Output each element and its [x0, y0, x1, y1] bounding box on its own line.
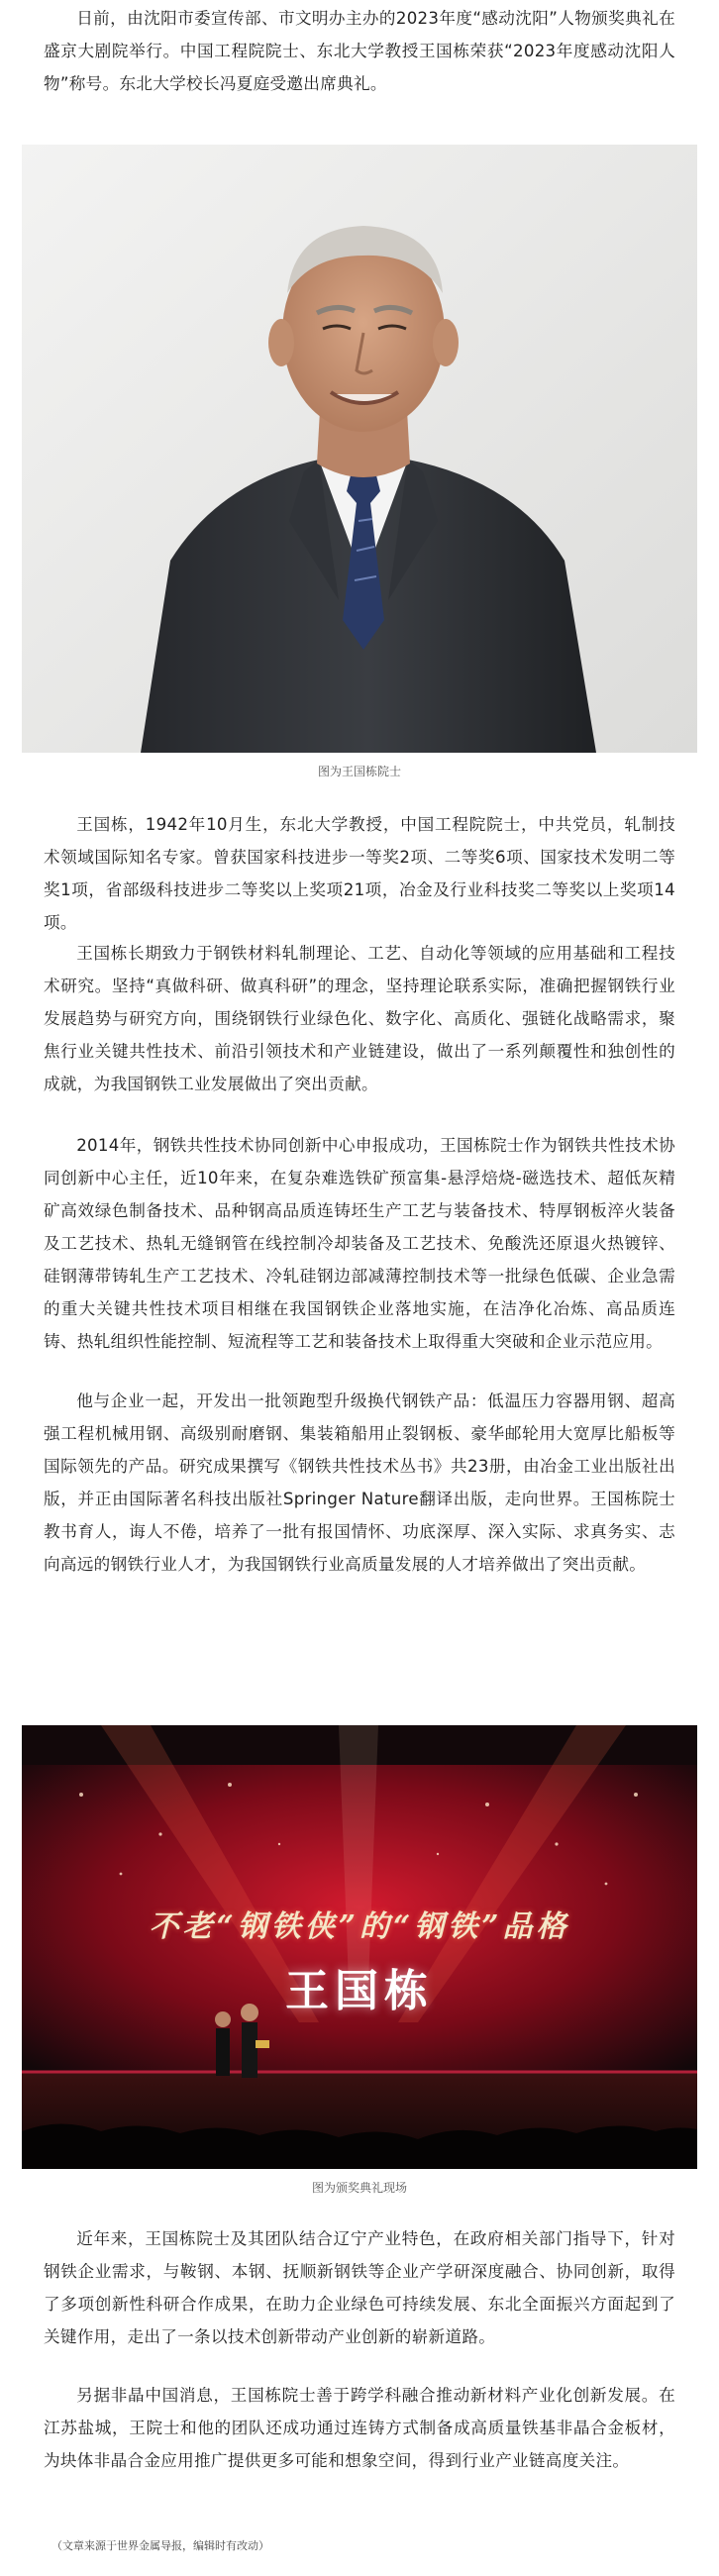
paragraph-bio: 王国栋，1942年10月生，东北大学教授，中国工程院院士，中共党员，轧制技术领域国际知名专家。曾获国家科技进步一等奖2项、二等奖6项、国家技术发明二等奖1项，省部级科技进步二等奖以上奖项21项，冶金及行业科技奖二等奖以上奖项14项。 — [44, 815, 675, 932]
stage-illustration — [22, 1725, 697, 2169]
paragraph-intro: 日前，由沈阳市委宣传部、市文明办主办的2023年度“感动沈阳”人物颁奖典礼在盛京大剧院举行。中国工程院院士、东北大学教授王国栋荣获“2023年度感动沈阳人物”称号。东北大学校长冯夏庭受邀出席典礼。 — [44, 9, 675, 93]
portrait-photo — [22, 145, 697, 753]
paragraph-innovation-center: 2014年，钢铁共性技术协同创新中心申报成功，王国栋院士作为钢铁共性技术协同创新中心主任，近10年来，在复杂难选铁矿预富集-悬浮焙烧-磁选技术、超低灰精矿高效绿色制备技术、品种钢高品质连铸坯生产工艺与装备技术、特厚钢板淬火装备及工艺技术、热轧无缝钢管在线控制冷却装备及工艺技术、免酸洗还原退火热镀锌、硅钢薄带铸轧生产工艺技术、冷轧硅钢边部减薄控制技术等一批绿色低碳、企业急需的重大关键共性技术项目相继在我国钢铁企业落地实施，在洁净化冶炼、高品质连铸、热轧组织性能控制、短流程等工艺和装备技术上取得重大突破和企业示范应用。 — [44, 1136, 675, 1351]
stage-slogan: 不老“钢铁侠”的“钢铁”品格 — [149, 1909, 570, 1944]
paragraph-products: 他与企业一起，开发出一批领跑型升级换代钢铁产品：低温压力容器用钢、超高强工程机械用钢、高级别耐磨钢、集装箱船用止裂钢板、豪华邮轮用大宽厚比船板等国际领先的产品。研究成果撰写《钢铁共性技术丛书》共23册，由冶金工业出版社出版，并正由国际著名科技出版社Springer Nature翻译出版，走向世界。王国栋院士教书育人，诲人不倦，培养了一批有报国情怀、功底深厚、深入实际、求真务实、志向高远的钢铁行业人才，为我国钢铁行业高质量发展的人才培养做出了突出贡献。 — [44, 1391, 675, 1574]
paragraph-amorphous: 另据非晶中国消息，王国栋院士善于跨学科融合推动新材料产业化创新发展。在江苏盐城，王院士和他的团队还成功通过连铸方式制备成高质量铁基非晶合金板材，为块体非晶合金应用推广提供更多可能和想象空间，得到行业产业链高度关注。 — [44, 2386, 675, 2470]
portrait-caption: 图为王国栋院士 — [317, 765, 401, 778]
stage-honoree-name: 王国栋 — [285, 1966, 434, 2016]
stage-caption: 图为颁奖典礼现场 — [311, 2181, 407, 2195]
stage-photo — [22, 1725, 697, 2169]
portrait-illustration — [22, 145, 697, 753]
paragraph-recent: 近年来，王国栋院士及其团队结合辽宁产业特色，在政府相关部门指导下，针对钢铁企业需求，与鞍钢、本钢、抚顺新钢铁等企业产学研深度融合、协同创新，取得了多项创新性科研合作成果，在助力企业绿色可持续发展、东北全面振兴方面起到了关键作用，走出了一条以技术创新带动产业创新的崭新道路。 — [44, 2229, 675, 2346]
source-note: （文章来源于世界金属导报，编辑时有改动） — [51, 2539, 269, 2552]
paragraph-research: 王国栋长期致力于钢铁材料轧制理论、工艺、自动化等领域的应用基础和工程技术研究。坚持“真做科研、做真科研”的理念，坚持理论联系实际，准确把握钢铁行业发展趋势与研究方向，围绕钢铁行业绿色化、数字化、高质化、强链化战略需求，聚焦行业关键共性技术、前沿引领技术和产业链建设，做出了一系列颠覆性和独创性的成就，为我国钢铁工业发展做出了突出贡献。 — [44, 944, 675, 1093]
